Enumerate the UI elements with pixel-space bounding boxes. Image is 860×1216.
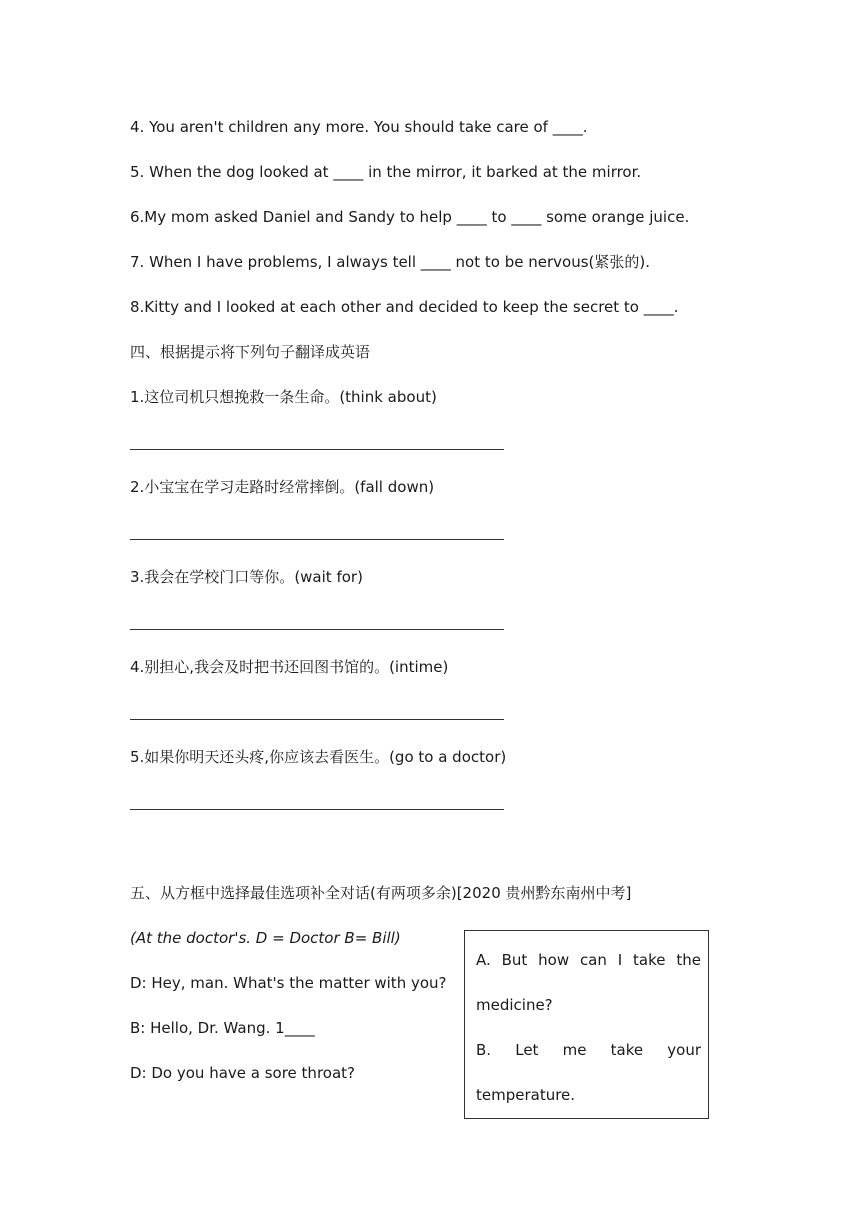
answer-line[interactable]: [130, 629, 504, 630]
answer-line[interactable]: [130, 539, 504, 540]
answer-line[interactable]: [130, 809, 504, 810]
dialogue-line: B: Hello, Dr. Wang. 1____: [130, 1019, 315, 1037]
fill-in-item: 7. When I have problems, I always tell ____ not to be nervous(紧张的).: [130, 253, 650, 271]
section-4-heading: 四、根据提示将下列句子翻译成英语: [130, 343, 371, 361]
option-word: I: [617, 951, 623, 969]
options-box: [464, 930, 709, 1119]
option-word: take: [610, 1041, 644, 1059]
dialogue-line: D: Hey, man. What's the matter with you?: [130, 974, 447, 992]
dialogue-context: (At the doctor's. D = Doctor B= Bill): [130, 929, 401, 947]
option-b-line-2: temperature.: [476, 1086, 576, 1104]
fill-in-item: 8.Kitty and I looked at each other and decided to keep the secret to ____.: [130, 298, 679, 316]
translation-prompt: 3.我会在学校门口等你。(wait for): [130, 568, 363, 586]
option-word: how: [538, 951, 570, 969]
option-b-line-1: [476, 1040, 701, 1060]
translation-prompt: 4.别担心,我会及时把书还回图书馆的。(intime): [130, 658, 449, 676]
answer-line[interactable]: [130, 719, 504, 720]
fill-in-item: 6.My mom asked Daniel and Sandy to help ____ to ____ some orange juice.: [130, 208, 690, 226]
option-a-line-1: [476, 950, 701, 970]
option-word: Let: [515, 1041, 539, 1059]
option-a-line-2: medicine?: [476, 996, 553, 1014]
dialogue-line: D: Do you have a sore throat?: [130, 1064, 355, 1082]
answer-line[interactable]: [130, 449, 504, 450]
fill-in-item: 4. You aren't children any more. You should take care of ____.: [130, 118, 588, 136]
option-word: your: [667, 1041, 701, 1059]
option-word: can: [579, 951, 607, 969]
section-5-heading: 五、从方框中选择最佳选项补全对话(有两项多余)[2020 贵州黔东南州中考]: [130, 884, 632, 902]
option-word: me: [562, 1041, 587, 1059]
option-word: A.: [476, 951, 491, 969]
translation-prompt: 5.如果你明天还头疼,你应该去看医生。(go to a doctor): [130, 748, 507, 766]
fill-in-item: 5. When the dog looked at ____ in the mirror, it barked at the mirror.: [130, 163, 642, 181]
translation-prompt: 1.这位司机只想挽救一条生命。(think about): [130, 388, 437, 406]
option-word: But: [501, 951, 528, 969]
option-word: B.: [476, 1041, 492, 1059]
option-word: take: [633, 951, 666, 969]
translation-prompt: 2.小宝宝在学习走路时经常摔倒。(fall down): [130, 478, 435, 496]
option-word: the: [676, 951, 701, 969]
